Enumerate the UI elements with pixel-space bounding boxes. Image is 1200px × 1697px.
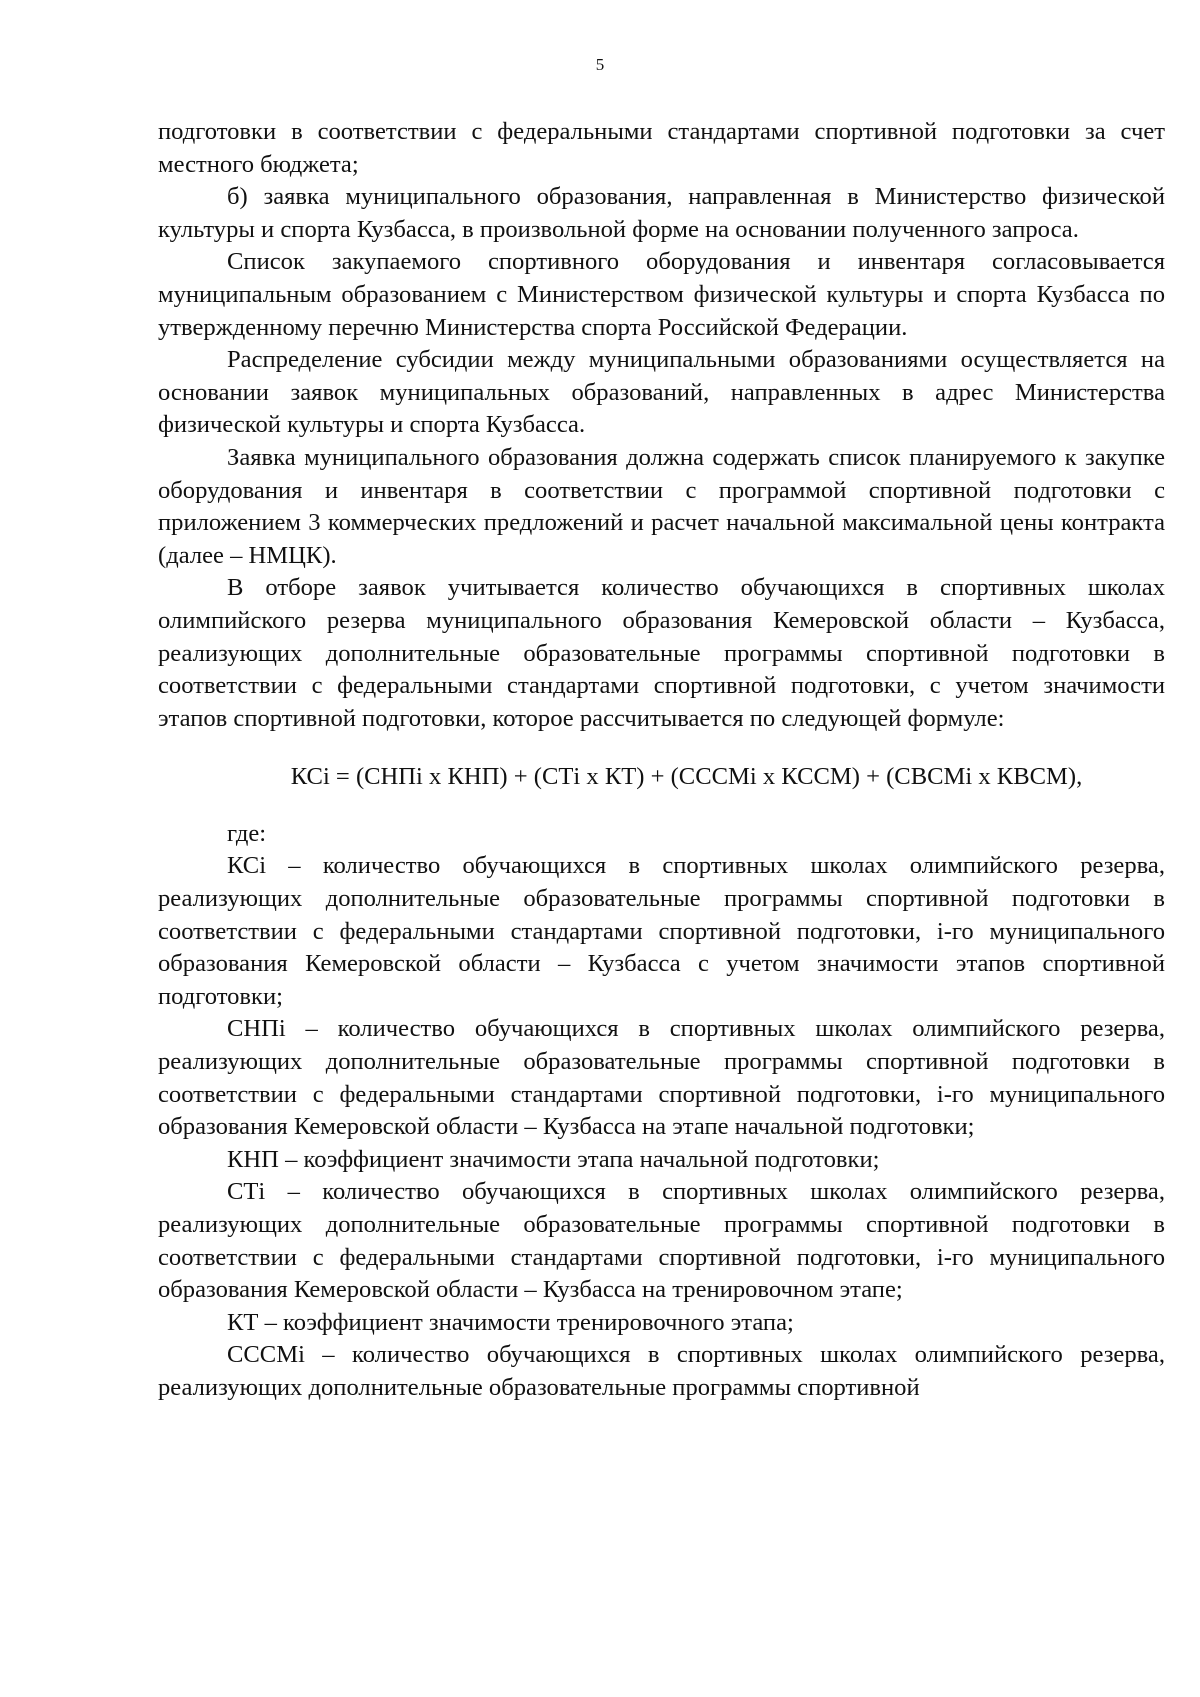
definition-item: СССМi – количество обучающихся в спортивных школах олимпийского резерва, реализующих дополнительные образовательные программы спортивной	[158, 1341, 1165, 1401]
paragraph: В отборе заявок учитывается количество обучающихся в спортивных школах олимпийского резерва муниципального образования Кемеровской области – Кузбасса, реализующих дополнительные образовательные программы спортивной подготовки в соответствии с федеральными стандартами спортивной подготовки, с учетом значимости этапов спортивной подготовки, которое рассчитывается по следующей формуле:	[158, 574, 1165, 732]
definition-item: КСi – количество обучающихся в спортивных школах олимпийского резерва, реализующих дополнительные образовательные программы спортивной подготовки в соответствии с федеральными стандартами спортивной подготовки, i-го муниципального образования Кемеровской области – Кузбасса с учетом значимости этапов спортивной подготовки;	[158, 852, 1165, 1010]
paragraph: Список закупаемого спортивного оборудования и инвентаря согласовывается муниципальным образованием с Министерством физической культуры и спорта Кузбасса по утвержденному перечню Министерства спорта Российской Федерации.	[158, 248, 1165, 341]
definition-item: КНП – коэффициент значимости этапа начальной подготовки;	[227, 1145, 880, 1173]
page-number: 5	[595, 55, 605, 74]
definition-intro: где:	[227, 819, 267, 847]
paragraph: б) заявка муниципального образования, направленная в Министерство физической культуры и спорта Кузбасса, в произвольной форме на основании полученного запроса.	[158, 183, 1165, 243]
paragraph-continuation: подготовки в соответствии с федеральными стандартами спортивной подготовки за счет местного бюджета;	[158, 118, 1165, 178]
document-body	[158, 116, 1165, 1405]
definition-item: КТ – коэффициент значимости тренировочного этапа;	[227, 1308, 794, 1336]
definition-item: СНПi – количество обучающихся в спортивных школах олимпийского резерва, реализующих дополнительные образовательные программы спортивной подготовки в соответствии с федеральными стандартами спортивной подготовки, i-го муниципального образования Кемеровской области – Кузбасса на этапе начальной подготовки;	[158, 1015, 1165, 1141]
formula: КСi = (СНПi х КНП) + (СТi х КТ) + (СССМi х КССМ) + (СВСМi х КВСМ),	[290, 763, 1083, 791]
paragraph: Заявка муниципального образования должна содержать список планируемого к закупке оборудования и инвентаря в соответствии с программой спортивной подготовки с приложением 3 коммерческих предложений и расчет начальной максимальной цены контракта (далее – НМЦК).	[158, 443, 1165, 569]
paragraph: Распределение субсидии между муниципальными образованиями осуществляется на основании заявок муниципальных образований, направленных в адрес Министерства физической культуры и спорта Кузбасса.	[158, 346, 1165, 439]
definition-item: СТi – количество обучающихся в спортивных школах олимпийского резерва, реализующих дополнительные образовательные программы спортивной подготовки в соответствии с федеральными стандартами спортивной подготовки, i-го муниципального образования Кемеровской области – Кузбасса на тренировочном этапе;	[158, 1178, 1165, 1304]
